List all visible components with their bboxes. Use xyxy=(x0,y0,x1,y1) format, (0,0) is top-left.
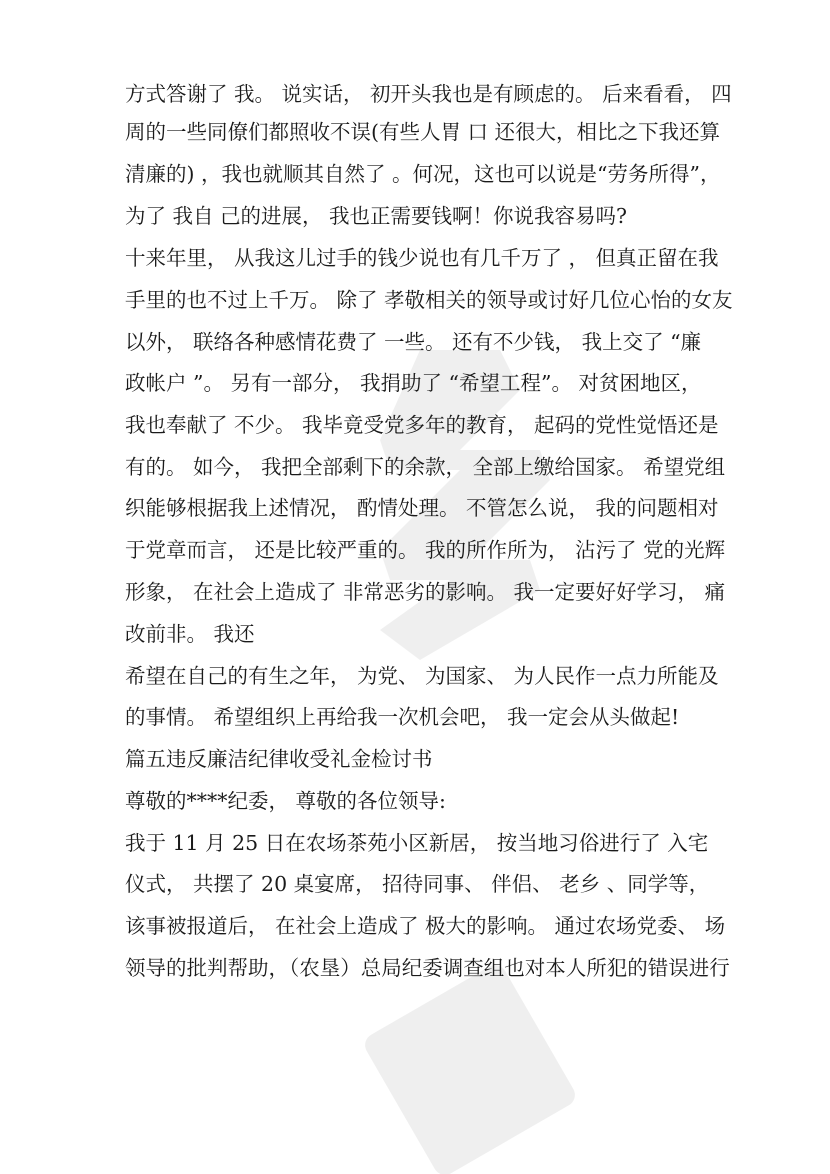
body-line-21: 该事被报道后， 在社会上造成了 极大的影响。 通过农场党委、 场 xyxy=(125,914,726,938)
body-line-4: 为了 我自 己的进展， 我也正需要钱啊！你说我容易吗? xyxy=(125,204,628,228)
body-line-14: 改前非。 我还 xyxy=(125,622,255,646)
section-heading: 篇五违反廉洁纪律收受礼金检讨书 xyxy=(125,747,433,771)
body-line-5: 十来年里， 从我这儿过手的钱少说也有几千万了 ， 但真正留在我 xyxy=(125,246,719,270)
body-line-9: 我也奉献了 不少。 我毕竟受党多年的教育， 起码的党性觉悟还是 xyxy=(125,413,719,437)
salutation-line: 尊敬的****纪委， 尊敬的各位领导: xyxy=(125,789,446,813)
body-line-12: 于党章而言， 还是比较严重的。 我的所作所为， 沾污了 党的光辉 xyxy=(125,538,726,562)
body-line-11: 织能够根据我上述情况， 酌情处理。 不管怎么说， 我的问题相对 xyxy=(125,496,719,520)
body-line-19: 我于 11 月 25 日在农场茶苑小区新居， 按当地习俗进行了 入宅 xyxy=(125,831,709,855)
body-line-1: 方式答谢了 我。 说实话， 初开头我也是有顾虑的。 后来看看， 四 xyxy=(125,82,732,106)
body-line-15: 希望在自己的有生之年， 为党、 为国家、 为人民作一点力所能及 xyxy=(125,664,719,688)
body-line-8: 政帐户 ”。 另有一部分， 我捐助了 “希望工程”。 对贫困地区， xyxy=(125,371,702,395)
body-line-16: 的事情。 希望组织上再给我一次机会吧， 我一定会从头做起! xyxy=(125,705,680,729)
body-line-20: 仪式， 共摆了 20 桌宴席， 招待同事、 伴侣、 老乡 、同学等， xyxy=(125,872,710,896)
body-line-2: 周的一些同僚们都照收不误(有些人胃 口 还很大，相比之下我还算 xyxy=(125,120,721,144)
body-line-10: 有的。 如今， 我把全部剩下的余款， 全部上缴给国家。 希望党组 xyxy=(125,455,726,479)
body-line-7: 以外， 联络各种感情花费了 一些。 还有不少钱， 我上交了 “廉 xyxy=(125,330,702,354)
body-line-3: 清廉的) ，我也就顺其自然了 。何况，这也可以说是“劳务所得”， xyxy=(125,162,721,186)
body-line-13: 形象， 在社会上造成了 非常恶劣的影响。 我一定要好好学习， 痛 xyxy=(125,580,726,604)
body-line-22: 领导的批判帮助，（农垦）总局纪委调查组也对本人所犯的错误进行 xyxy=(125,956,730,980)
body-line-6: 手里的也不过上千万。 除了 孝敬相关的领导或讨好几位心怡的女友 xyxy=(125,288,733,312)
